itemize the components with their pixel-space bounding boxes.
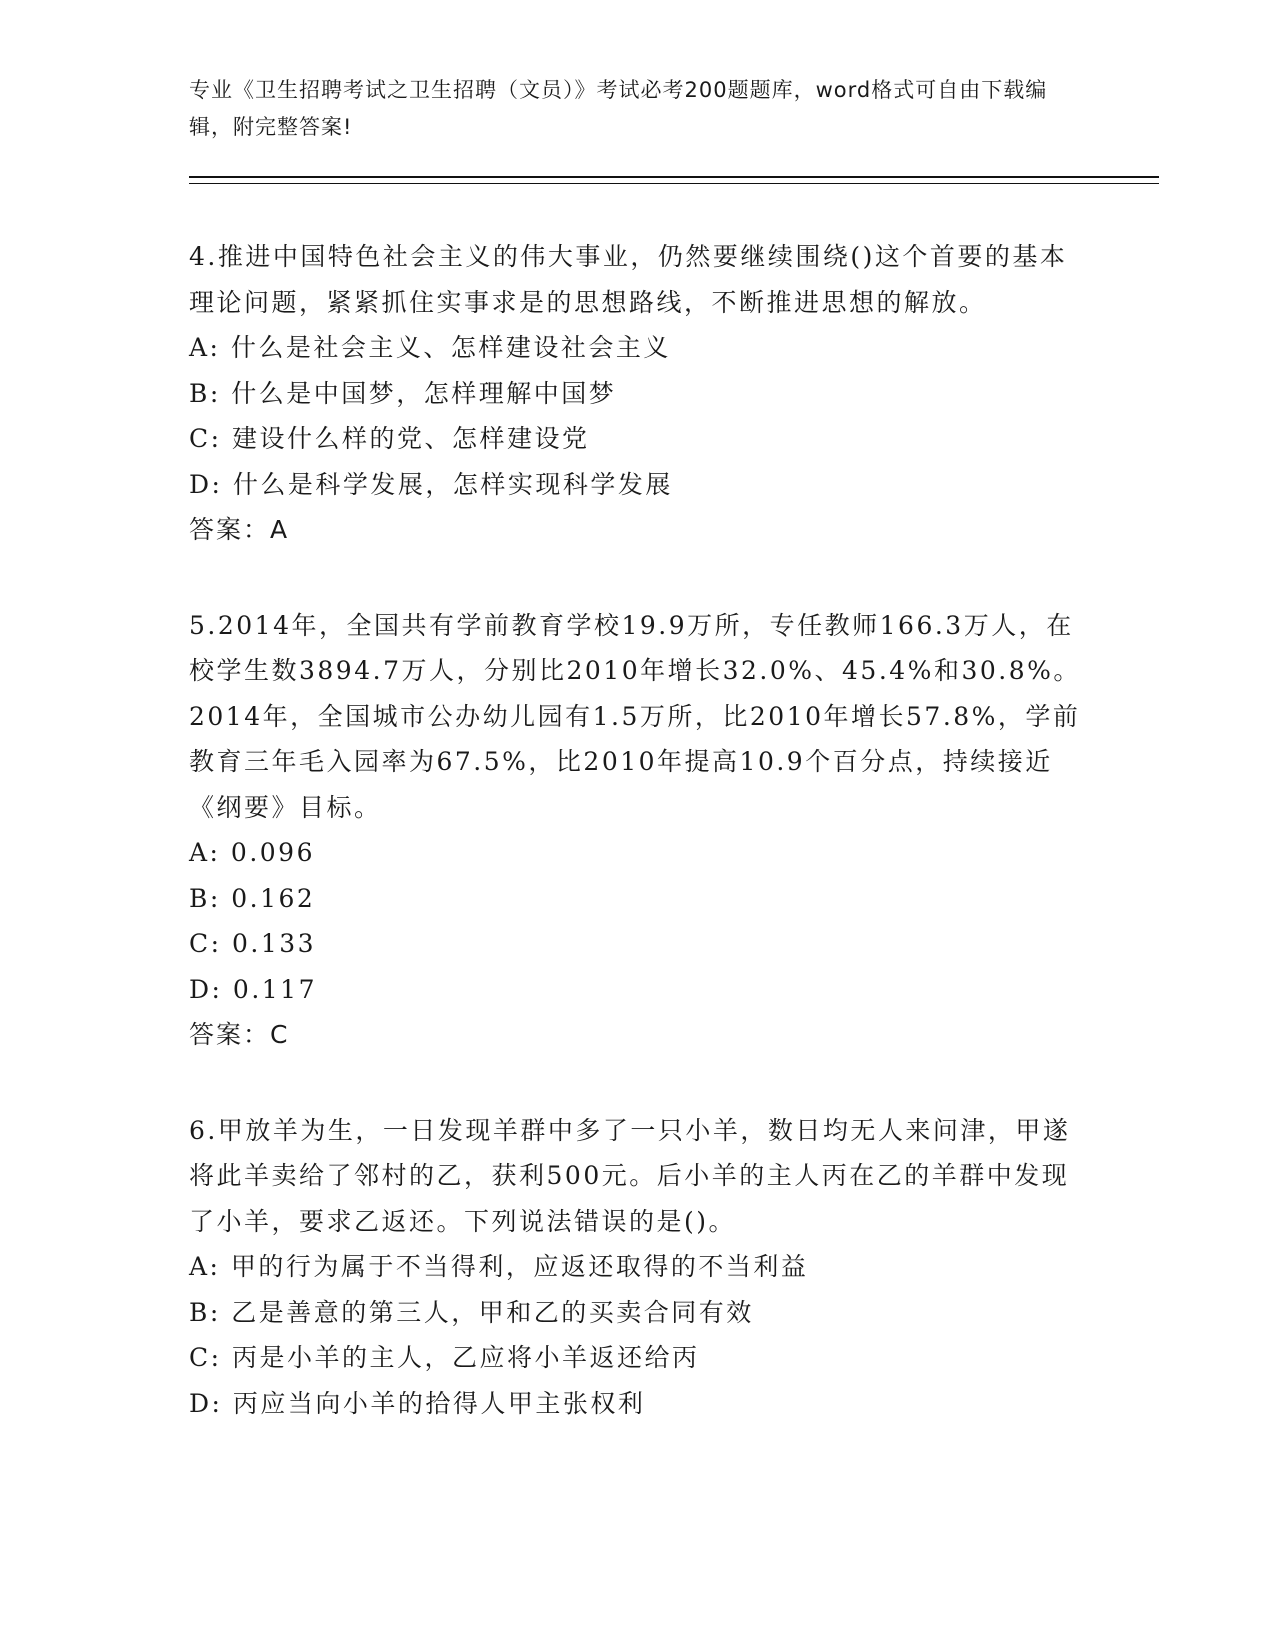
option-a: A: 什么是社会主义、怎样建设社会主义 (189, 333, 671, 362)
option-c: C: 0.133 (189, 929, 317, 958)
option-a: A: 0.096 (189, 838, 315, 867)
document-page (189, 72, 1149, 1426)
document-header: 专业《卫生招聘考试之卫生招聘（文员）》考试必考200题题库，word格式可自由下载编辑，附完整答案! (189, 78, 1048, 139)
option-c: C: 建设什么样的党、怎样建设党 (189, 424, 590, 453)
question-stem: 5.2014年，全国共有学前教育学校19.9万所，专任教师166.3万人，在校学生数3894.7万人，分别比2010年增长32.0%、45.4%和30.8%。2014年，全国城市公办幼儿园有1.5万所，比2010年增长57.8%，学前教育三年毛入园率为67.5%，比2010年提高10.9个百分点，持续接近《纲要》目标。 (189, 610, 1081, 822)
option-d: D: 什么是科学发展，怎样实现科学发展 (189, 469, 673, 499)
question-4 (189, 234, 1149, 553)
option-b: B: 乙是善意的第三人，甲和乙的买卖合同有效 (189, 1297, 754, 1327)
option-b: B: 0.162 (189, 883, 316, 913)
answer: 答案：C (189, 1020, 290, 1049)
question-6 (189, 1108, 1149, 1427)
question-5 (189, 603, 1149, 1058)
option-d: D: 丙应当向小羊的拾得人甲主张权利 (189, 1388, 646, 1418)
question-stem: 6.甲放羊为生，一日发现羊群中多了一只小羊，数日均无人来问津，甲遂将此羊卖给了邻村的乙，获利500元。后小羊的主人丙在乙的羊群中发现了小羊，要求乙返还。下列说法错误的是()。 (189, 1115, 1071, 1236)
option-c: C: 丙是小羊的主人，乙应将小羊返还给丙 (189, 1343, 700, 1372)
question-stem: 4.推进中国特色社会主义的伟大事业，仍然要继续围绕()这个首要的基本理论问题，紧紧抓住实事求是的思想路线，不断推进思想的解放。 (189, 242, 1068, 317)
header-divider (189, 176, 1159, 184)
option-a: A: 甲的行为属于不当得利，应返还取得的不当利益 (189, 1252, 809, 1281)
option-b: B: 什么是中国梦，怎样理解中国梦 (189, 378, 617, 408)
option-d: D: 0.117 (189, 974, 317, 1004)
answer: 答案：A (189, 515, 290, 544)
